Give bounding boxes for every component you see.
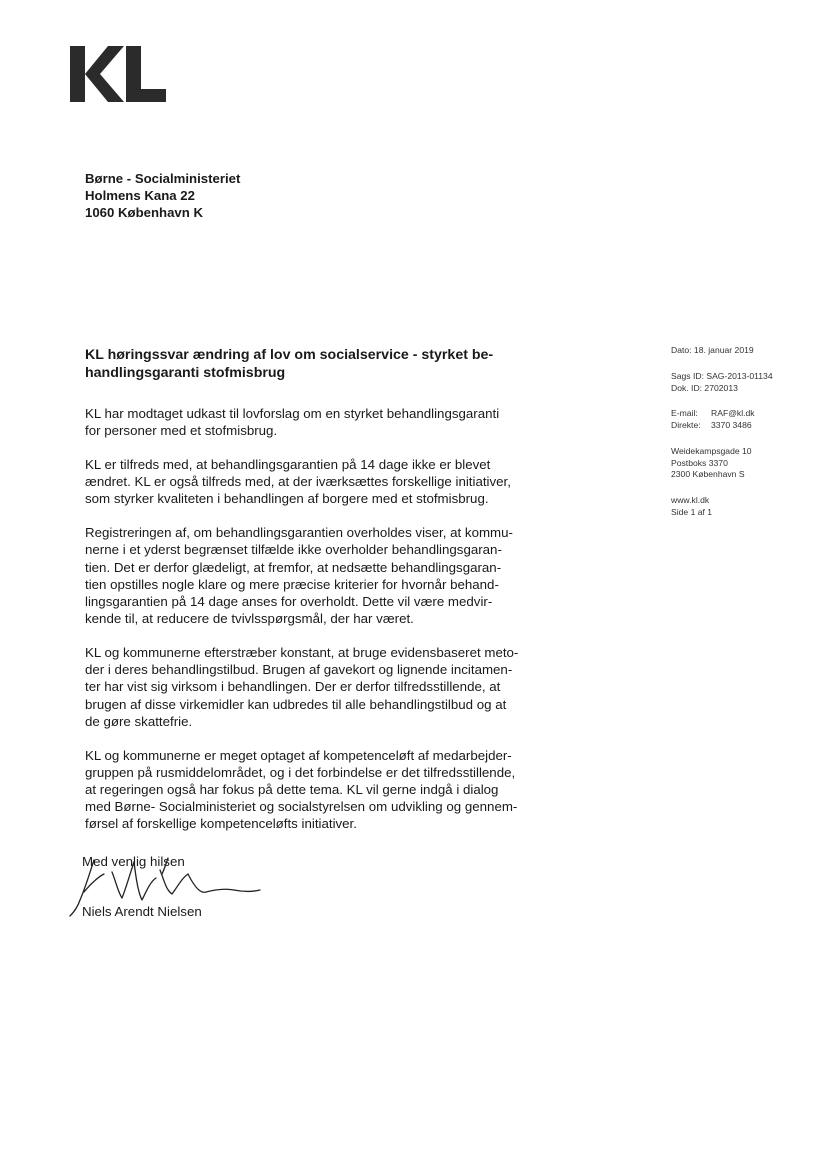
body-line: førsel af forskellige kompetenceløfts initiativer. <box>85 816 357 832</box>
body-line: gruppen på rusmiddelområdet, og i det forbindelse er det tilfredsstillende, <box>85 764 516 780</box>
subject-line: KL høringssvar ændring af lov om socialservice - styrket be- <box>85 347 494 363</box>
email-label: E-mail: <box>671 408 698 418</box>
recipient-address <box>85 170 240 221</box>
case-id: Sags ID: SAG-2013-01134 <box>671 371 773 381</box>
subject-line: handlingsgaranti stofmisbrug <box>85 365 286 381</box>
recipient-line: Børne - Socialministeriet <box>85 171 241 186</box>
document-id: Dok. ID: 2702013 <box>671 382 738 393</box>
website-link[interactable]: www.kl.dk <box>671 495 710 505</box>
body-line: KL og kommunerne er meget optaget af kompetenceløft af medarbejder- <box>85 747 512 763</box>
email-row <box>671 408 755 420</box>
body-line: for personer med et stofmisbrug. <box>85 423 278 439</box>
letter-body <box>85 405 565 849</box>
phone-value: 3370 3486 <box>711 419 752 430</box>
body-line: KL er tilfreds med, at behandlingsgarantien på 14 dage ikke er blevet <box>85 457 491 472</box>
email-value[interactable]: RAF@kl.dk <box>711 408 755 418</box>
meta-ids <box>671 371 773 394</box>
date-text: Dato: 18. januar 2019 <box>671 345 754 355</box>
phone-row <box>671 420 755 432</box>
body-line: ter har vist sig virksom i behandlingen. Der er derfor tilfredsstillende, at <box>85 679 501 695</box>
letter-subject <box>85 346 555 382</box>
paragraph <box>85 747 565 833</box>
page-number: Side 1 af 1 <box>671 506 713 517</box>
meta-contact <box>671 408 755 431</box>
address-line: Weidekampsgade 10 <box>671 446 752 456</box>
paragraph <box>85 405 565 439</box>
paragraph <box>85 644 565 730</box>
closing-greeting: Med venlig hilsen <box>82 854 185 869</box>
body-line: tien. Det er derfor glædeligt, at fremfor, at nedsætte behandlingsgaran- <box>85 559 502 575</box>
body-line: der i deres behandlingstilbud. Brugen af gavekort og lignende incitamen- <box>85 662 513 678</box>
body-line: at regeringen også har fokus på dette tema. KL vil gerne indgå i dialog <box>85 782 499 798</box>
body-line: tien opstilles nogle klare og mere præcise kriterier for hvornår behand- <box>85 576 499 592</box>
address-line: 2300 København S <box>671 469 745 480</box>
phone-label: Direkte: <box>671 419 701 430</box>
kl-logo <box>68 44 168 104</box>
recipient-line: 1060 København K <box>85 205 203 220</box>
recipient-line: Holmens Kana 22 <box>85 188 195 203</box>
body-line: lingsgarantien på 14 dage anses for overholdt. Dette vil være medvir- <box>85 594 493 610</box>
body-line: brugen af disse virkemidler kan udbredes til alle behandlingstilbud og at <box>85 696 507 712</box>
meta-address <box>671 446 752 481</box>
signer-name: Niels Arendt Nielsen <box>82 904 202 919</box>
body-line: ændret. KL er også tilfreds med, at der iværksættes forskellige initiativer, <box>85 474 511 490</box>
body-line: KL har modtaget udkast til lovforslag om en styrket behandlingsgaranti <box>85 406 500 421</box>
body-line: de gøre skattefrie. <box>85 713 193 729</box>
meta-date <box>671 345 754 357</box>
meta-web <box>671 495 712 518</box>
body-line: KL og kommunerne efterstræber konstant, at bruge evidensbaseret meto- <box>85 645 519 661</box>
kl-logo-mark <box>68 44 168 104</box>
body-line: som styrker kvaliteten i behandlingen af borgere med et stofmisbrug. <box>85 491 489 507</box>
body-line: kende til, at reducere de tvivlsspørgsmål, der har været. <box>85 611 414 627</box>
paragraph <box>85 456 565 508</box>
body-line: Registreringen af, om behandlingsgarantien overholdes viser, at kommu- <box>85 525 513 541</box>
body-line: nerne i et yderst begrænset tilfælde ikke overholder behandlingsgaran- <box>85 542 502 558</box>
address-line: Postboks 3370 <box>671 457 728 468</box>
body-line: med Børne- Socialministeriet og socialstyrelsen om udvikling og gennem- <box>85 799 518 815</box>
paragraph <box>85 524 565 627</box>
